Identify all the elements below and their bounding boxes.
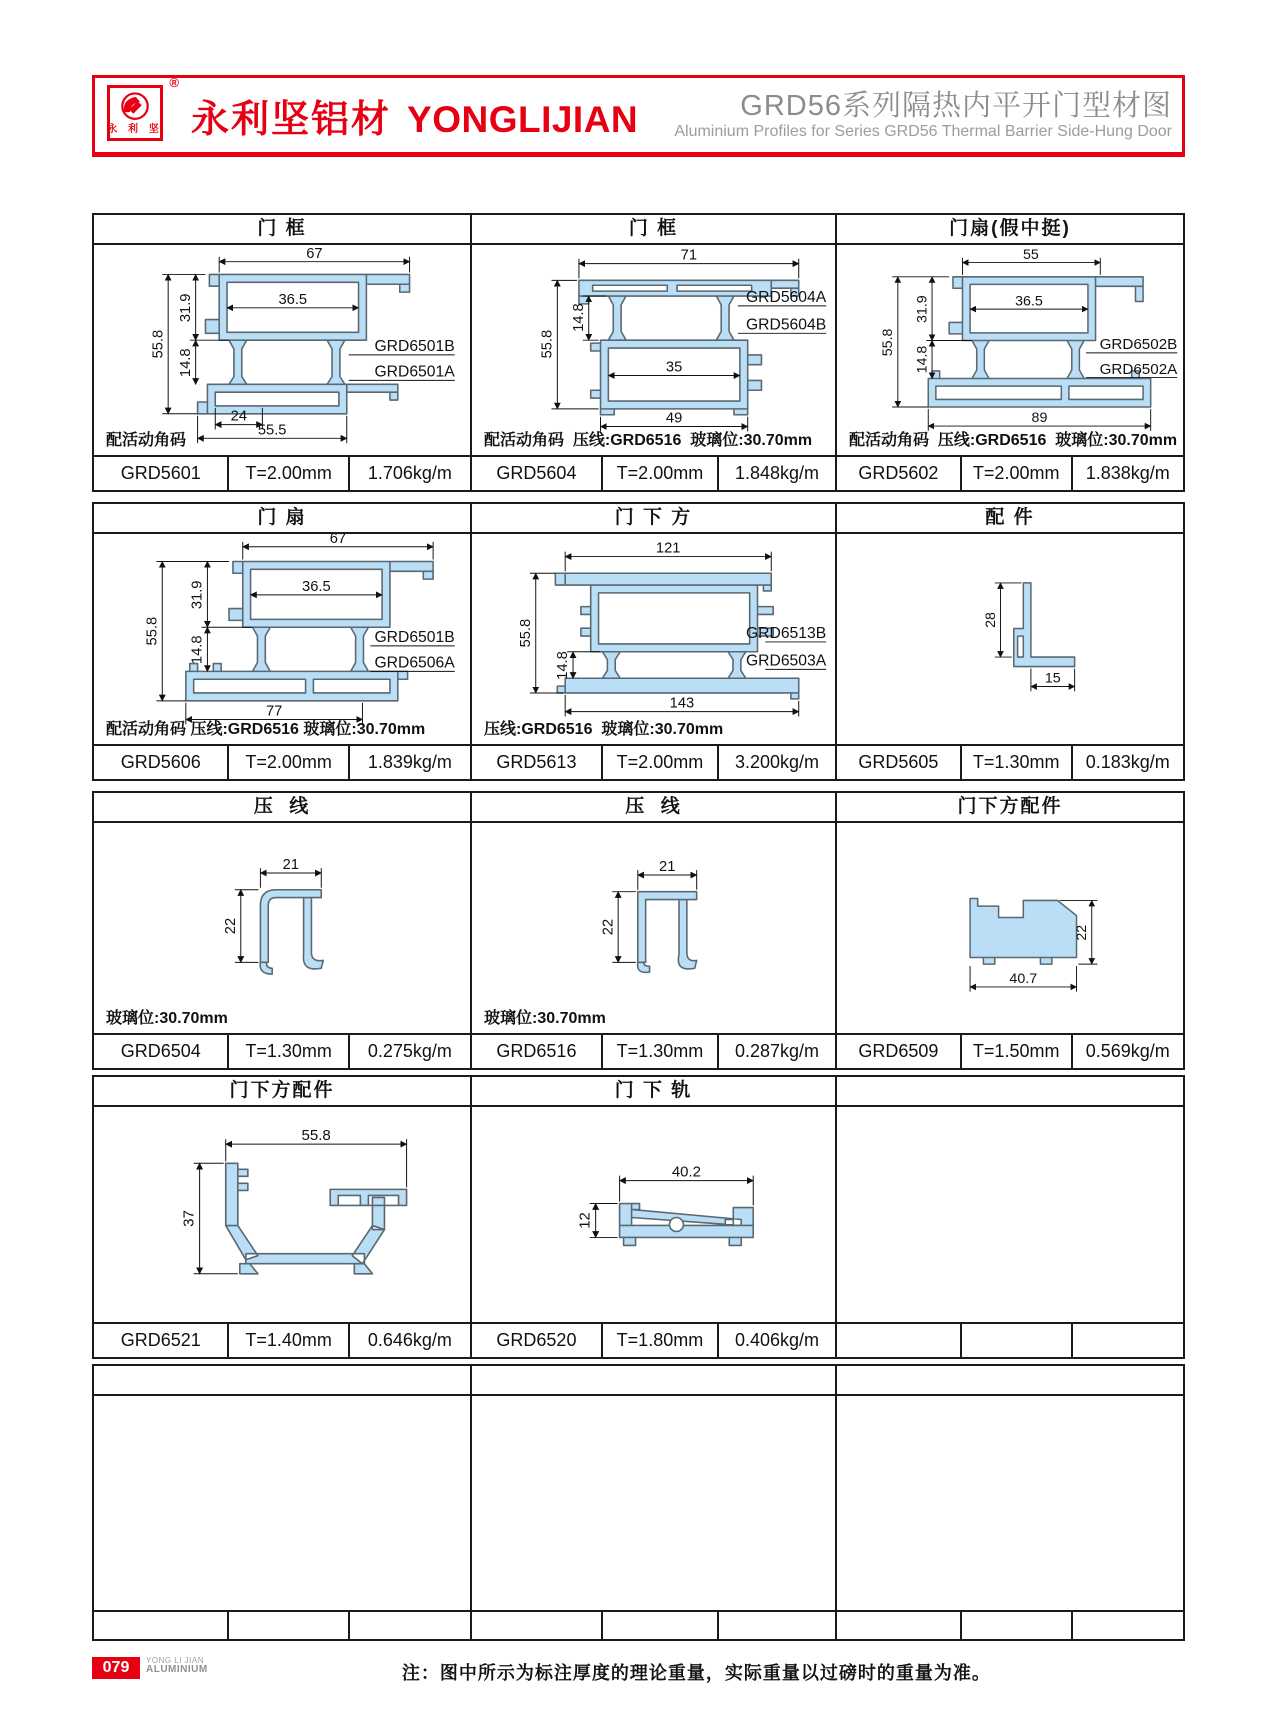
series-title-en: Aluminium Profiles for Series GRD56 Thermal Barrier Side-Hung Door	[674, 122, 1172, 140]
profile-code: GRD5606	[120, 752, 201, 772]
profile-weight: 0.569kg/m	[1071, 1035, 1183, 1068]
profile-thickness: T=1.30mm	[601, 1035, 717, 1068]
profile-drawing-grd5613	[472, 534, 835, 744]
profile-thickness: T=1.80mm	[601, 1324, 717, 1357]
drawing-cell-grd6520	[470, 1107, 835, 1322]
cell-note: 配活动角码 压线:GRD6516 玻璃位:30.70mm	[849, 432, 1178, 449]
cell-title	[835, 1077, 1183, 1107]
drawing-cell-grd5605	[835, 534, 1183, 744]
dim-lower-h: 14.8	[177, 348, 194, 378]
drawing-row	[94, 245, 1183, 455]
drawing-cell-empty	[470, 1396, 835, 1610]
spec-group	[470, 1035, 835, 1068]
part-label-b: GRD6502A	[1099, 360, 1178, 378]
title-row	[94, 1077, 1183, 1107]
profile-thickness: T=1.30mm	[960, 746, 1071, 779]
profile-code: GRD5602	[858, 463, 939, 483]
profile-weight: 0.183kg/m	[1071, 746, 1183, 779]
dim-top: 67	[306, 245, 323, 262]
spec-group	[470, 1612, 835, 1639]
drawing-cell-empty	[94, 1396, 470, 1610]
footer-brand	[146, 1657, 208, 1675]
profile-thickness	[960, 1324, 1071, 1357]
profile-drawing-grd6509	[837, 823, 1183, 1033]
cell-title: 压 线	[94, 793, 470, 823]
part-label-a: GRD6502B	[1099, 336, 1178, 354]
profile-thickness	[601, 1612, 717, 1639]
profile-code	[837, 1324, 960, 1357]
profile-code	[472, 1612, 601, 1639]
dim-top: 67	[329, 534, 347, 547]
dim-left: 22	[600, 918, 617, 936]
profile-weight: 1.839kg/m	[348, 746, 470, 779]
drawing-cell-grd5606	[94, 534, 470, 744]
drawing-cell-empty	[835, 1396, 1183, 1610]
table-block-3	[92, 791, 1185, 1070]
profile-thickness: T=1.30mm	[227, 1035, 347, 1068]
registered-trademark-icon: ®	[169, 75, 179, 90]
spec-row	[94, 1322, 1183, 1357]
drawing-cell-grd5602	[835, 245, 1183, 455]
table-block-4	[92, 1075, 1185, 1359]
drawing-cell-grd5613	[470, 534, 835, 744]
dim-top: 21	[659, 859, 676, 876]
page-number-badge: 079	[92, 1657, 140, 1679]
dim-top: 71	[680, 247, 698, 264]
dim-total-h: 55.8	[517, 618, 534, 648]
profile-shape	[1014, 583, 1075, 667]
spec-group	[94, 1324, 470, 1357]
dim-bottom: 77	[265, 703, 283, 720]
dim-upper-h: 31.9	[177, 293, 194, 323]
profile-drawing-grd6516	[472, 823, 835, 1033]
profile-table	[92, 213, 1185, 1641]
dim-lower-h: 14.8	[555, 651, 572, 680]
spec-group	[835, 1612, 1183, 1639]
profile-shape	[260, 890, 323, 974]
drawing-row	[94, 1107, 1183, 1322]
part-label-a: GRD6513B	[745, 625, 827, 643]
profile-weight: 3.200kg/m	[717, 746, 835, 779]
dim-bottom-b: 55.5	[257, 422, 287, 439]
dim-bottom-a: 24	[230, 408, 248, 425]
footer-brand-line1: YONG LI JIAN	[146, 1656, 205, 1665]
cell-title: 门 下 方	[470, 504, 835, 534]
cell-note: 玻璃位:30.70mm	[484, 1010, 606, 1027]
drawing-cell-grd5604	[470, 245, 835, 455]
profile-thickness: T=2.00mm	[601, 457, 717, 490]
spec-group	[470, 1324, 835, 1357]
dim-mid-h: 14.8	[570, 303, 587, 332]
cell-note: 配活动角码 压线:GRD6516 玻璃位:30.70mm	[484, 432, 813, 449]
dim-left: 12	[576, 1212, 594, 1229]
spec-group	[470, 746, 835, 779]
dim-width: 15	[1044, 670, 1061, 687]
dim-upper-h: 31.9	[914, 295, 931, 324]
title-row	[94, 793, 1183, 823]
profile-weight: 0.275kg/m	[348, 1035, 470, 1068]
brand-name-en: YONGLIJIAN	[407, 98, 639, 140]
spec-group	[835, 1035, 1183, 1068]
profile-thickness: T=2.00mm	[601, 746, 717, 779]
profile-code	[837, 1612, 960, 1639]
drawing-cell-grd5601	[94, 245, 470, 455]
profile-shape	[226, 1163, 407, 1274]
title-row	[94, 504, 1183, 534]
spec-row	[94, 455, 1183, 490]
spec-group	[835, 1324, 1183, 1357]
cell-title: 门下方配件	[835, 793, 1183, 823]
dim-top: 21	[282, 857, 300, 874]
dim-total-h: 55.8	[144, 616, 161, 646]
profile-thickness: T=2.00mm	[960, 457, 1071, 490]
company-logo	[107, 75, 179, 147]
part-label-b: GRD5604B	[745, 316, 827, 334]
drawing-cell-grd6504	[94, 823, 470, 1033]
footer	[92, 1657, 1185, 1685]
profile-weight: 0.287kg/m	[717, 1035, 835, 1068]
cell-title: 门 下 轨	[470, 1077, 835, 1107]
cell-title: 门扇(假中挺)	[835, 215, 1183, 245]
part-label-b: GRD6503A	[745, 652, 827, 670]
spec-group	[94, 746, 470, 779]
cell-title	[470, 1366, 835, 1396]
profile-weight: 0.646kg/m	[348, 1324, 470, 1357]
profile-code: GRD6504	[120, 1041, 201, 1061]
profile-shape	[638, 892, 697, 973]
dim-inner: 35	[665, 359, 683, 376]
dim-bottom: 49	[665, 410, 683, 427]
profile-weight	[1071, 1612, 1183, 1639]
title-row	[94, 215, 1183, 245]
profile-weight	[348, 1612, 470, 1639]
profile-notch	[669, 1217, 683, 1231]
spec-row	[94, 744, 1183, 779]
dim-inner: 36.5	[1015, 293, 1043, 310]
cell-note: 压线:GRD6516 玻璃位:30.70mm	[484, 721, 724, 738]
profile-code: GRD5613	[496, 752, 577, 772]
profile-drawing-grd5601	[94, 245, 470, 455]
cell-title	[94, 1366, 470, 1396]
profile-weight: 1.848kg/m	[717, 457, 835, 490]
dim-total-h: 55.8	[880, 328, 897, 357]
part-label-b: GRD6501A	[374, 363, 455, 381]
profile-thickness	[227, 1612, 347, 1639]
profile-shape	[970, 899, 1076, 965]
profile-shape	[620, 1204, 754, 1246]
dim-bottom: 40.7	[1009, 971, 1038, 988]
dim-top: 121	[655, 540, 681, 557]
footer-note: 注：图中所示为标注厚度的理论重量，实际重量以过磅时的重量为准。	[401, 1663, 991, 1683]
drawing-cell-empty	[835, 1107, 1183, 1322]
logo-emblem-icon	[113, 90, 157, 124]
page-title	[674, 90, 1182, 141]
table-block-1	[92, 213, 1185, 492]
part-label-a: GRD5604A	[745, 288, 827, 306]
brand-name-cn: 永利坚铝材	[191, 98, 392, 141]
cell-note: 配活动角码 压线:GRD6516 玻璃位:30.70mm	[106, 721, 426, 738]
drawing-cell-grd6509	[835, 823, 1183, 1033]
profile-drawing-grd6521	[94, 1107, 470, 1322]
spec-group	[835, 457, 1183, 490]
profile-code: GRD5604	[496, 463, 577, 483]
header	[92, 75, 1185, 157]
cell-title: 门下方配件	[94, 1077, 470, 1107]
profile-drawing-grd6520	[472, 1107, 835, 1322]
dim-top: 55.8	[301, 1127, 331, 1145]
profile-drawing-grd5606	[94, 534, 470, 744]
logo-box	[107, 85, 163, 141]
title-row	[94, 1366, 1183, 1396]
spec-row	[94, 1610, 1183, 1639]
profile-drawing-grd5602	[837, 245, 1183, 455]
profile-weight	[1071, 1324, 1183, 1357]
part-label-b: GRD6506A	[374, 654, 455, 672]
cell-title: 门 框	[470, 215, 835, 245]
part-label-a: GRD6501B	[374, 628, 455, 646]
profile-code: GRD5601	[120, 463, 201, 483]
spec-group	[94, 1035, 470, 1068]
dim-left: 37	[180, 1210, 198, 1227]
profile-drawing-grd5605	[837, 534, 1183, 744]
drawing-cell-grd6516	[470, 823, 835, 1033]
table-block-5	[92, 1364, 1185, 1641]
drawing-row	[94, 1396, 1183, 1610]
spec-group	[835, 746, 1183, 779]
dim-top: 55	[1022, 246, 1039, 263]
profile-code: GRD6520	[496, 1330, 577, 1350]
profile-thickness: T=2.00mm	[227, 746, 347, 779]
drawing-cell-grd6521	[94, 1107, 470, 1322]
profile-thickness: T=1.40mm	[227, 1324, 347, 1357]
spec-group	[94, 1612, 470, 1639]
profile-weight	[717, 1612, 835, 1639]
profile-drawing-grd6504	[94, 823, 470, 1033]
cell-title: 配 件	[835, 504, 1183, 534]
profile-thickness	[960, 1612, 1071, 1639]
profile-weight: 1.706kg/m	[348, 457, 470, 490]
profile-thickness: T=2.00mm	[227, 457, 347, 490]
cell-note: 玻璃位:30.70mm	[106, 1010, 228, 1027]
spec-group	[470, 457, 835, 490]
profile-code	[94, 1612, 227, 1639]
profile-weight: 0.406kg/m	[717, 1324, 835, 1357]
profile-code: GRD5605	[858, 752, 939, 772]
cell-title: 压 线	[470, 793, 835, 823]
series-title-cn: GRD56系列隔热内平开门型材图	[740, 89, 1172, 122]
cell-title: 门 扇	[94, 504, 470, 534]
dim-inner: 36.5	[278, 291, 308, 308]
dim-lower-h: 14.8	[914, 345, 931, 374]
dim-left: 22	[222, 917, 239, 935]
cell-title: 门 框	[94, 215, 470, 245]
profile-code: GRD6521	[120, 1330, 201, 1350]
dim-total-h: 55.8	[539, 329, 556, 359]
drawing-row	[94, 823, 1183, 1033]
dim-bottom: 89	[1031, 410, 1048, 427]
cell-note: 配活动角码	[106, 432, 187, 449]
dim-upper-h: 31.9	[189, 580, 206, 610]
profile-thickness: T=1.50mm	[960, 1035, 1071, 1068]
page-content	[92, 0, 1185, 1685]
table-block-2	[92, 502, 1185, 781]
profile-drawing-grd5604	[472, 245, 835, 455]
logo-characters: 永 利 坚	[107, 124, 163, 135]
spec-row	[94, 1033, 1183, 1068]
profile-weight: 1.838kg/m	[1071, 457, 1183, 490]
footer-brand-line2: ALUMINIUM	[146, 1664, 208, 1675]
cell-title	[835, 1366, 1183, 1396]
dim-total-h: 55.8	[150, 329, 167, 359]
spec-group	[94, 457, 470, 490]
part-label-a: GRD6501B	[374, 337, 455, 355]
dim-height: 28	[982, 612, 999, 628]
brand-names	[191, 88, 638, 143]
profile-code: GRD6516	[496, 1041, 577, 1061]
profile-code: GRD6509	[858, 1041, 939, 1061]
dim-lower-h: 14.8	[189, 635, 206, 665]
dimension-lines	[995, 583, 1075, 691]
dim-top: 40.2	[671, 1163, 701, 1181]
dim-bottom: 143	[669, 695, 695, 712]
dim-inner: 36.5	[302, 578, 331, 595]
dim-right: 22	[1074, 924, 1091, 941]
drawing-row	[94, 534, 1183, 744]
